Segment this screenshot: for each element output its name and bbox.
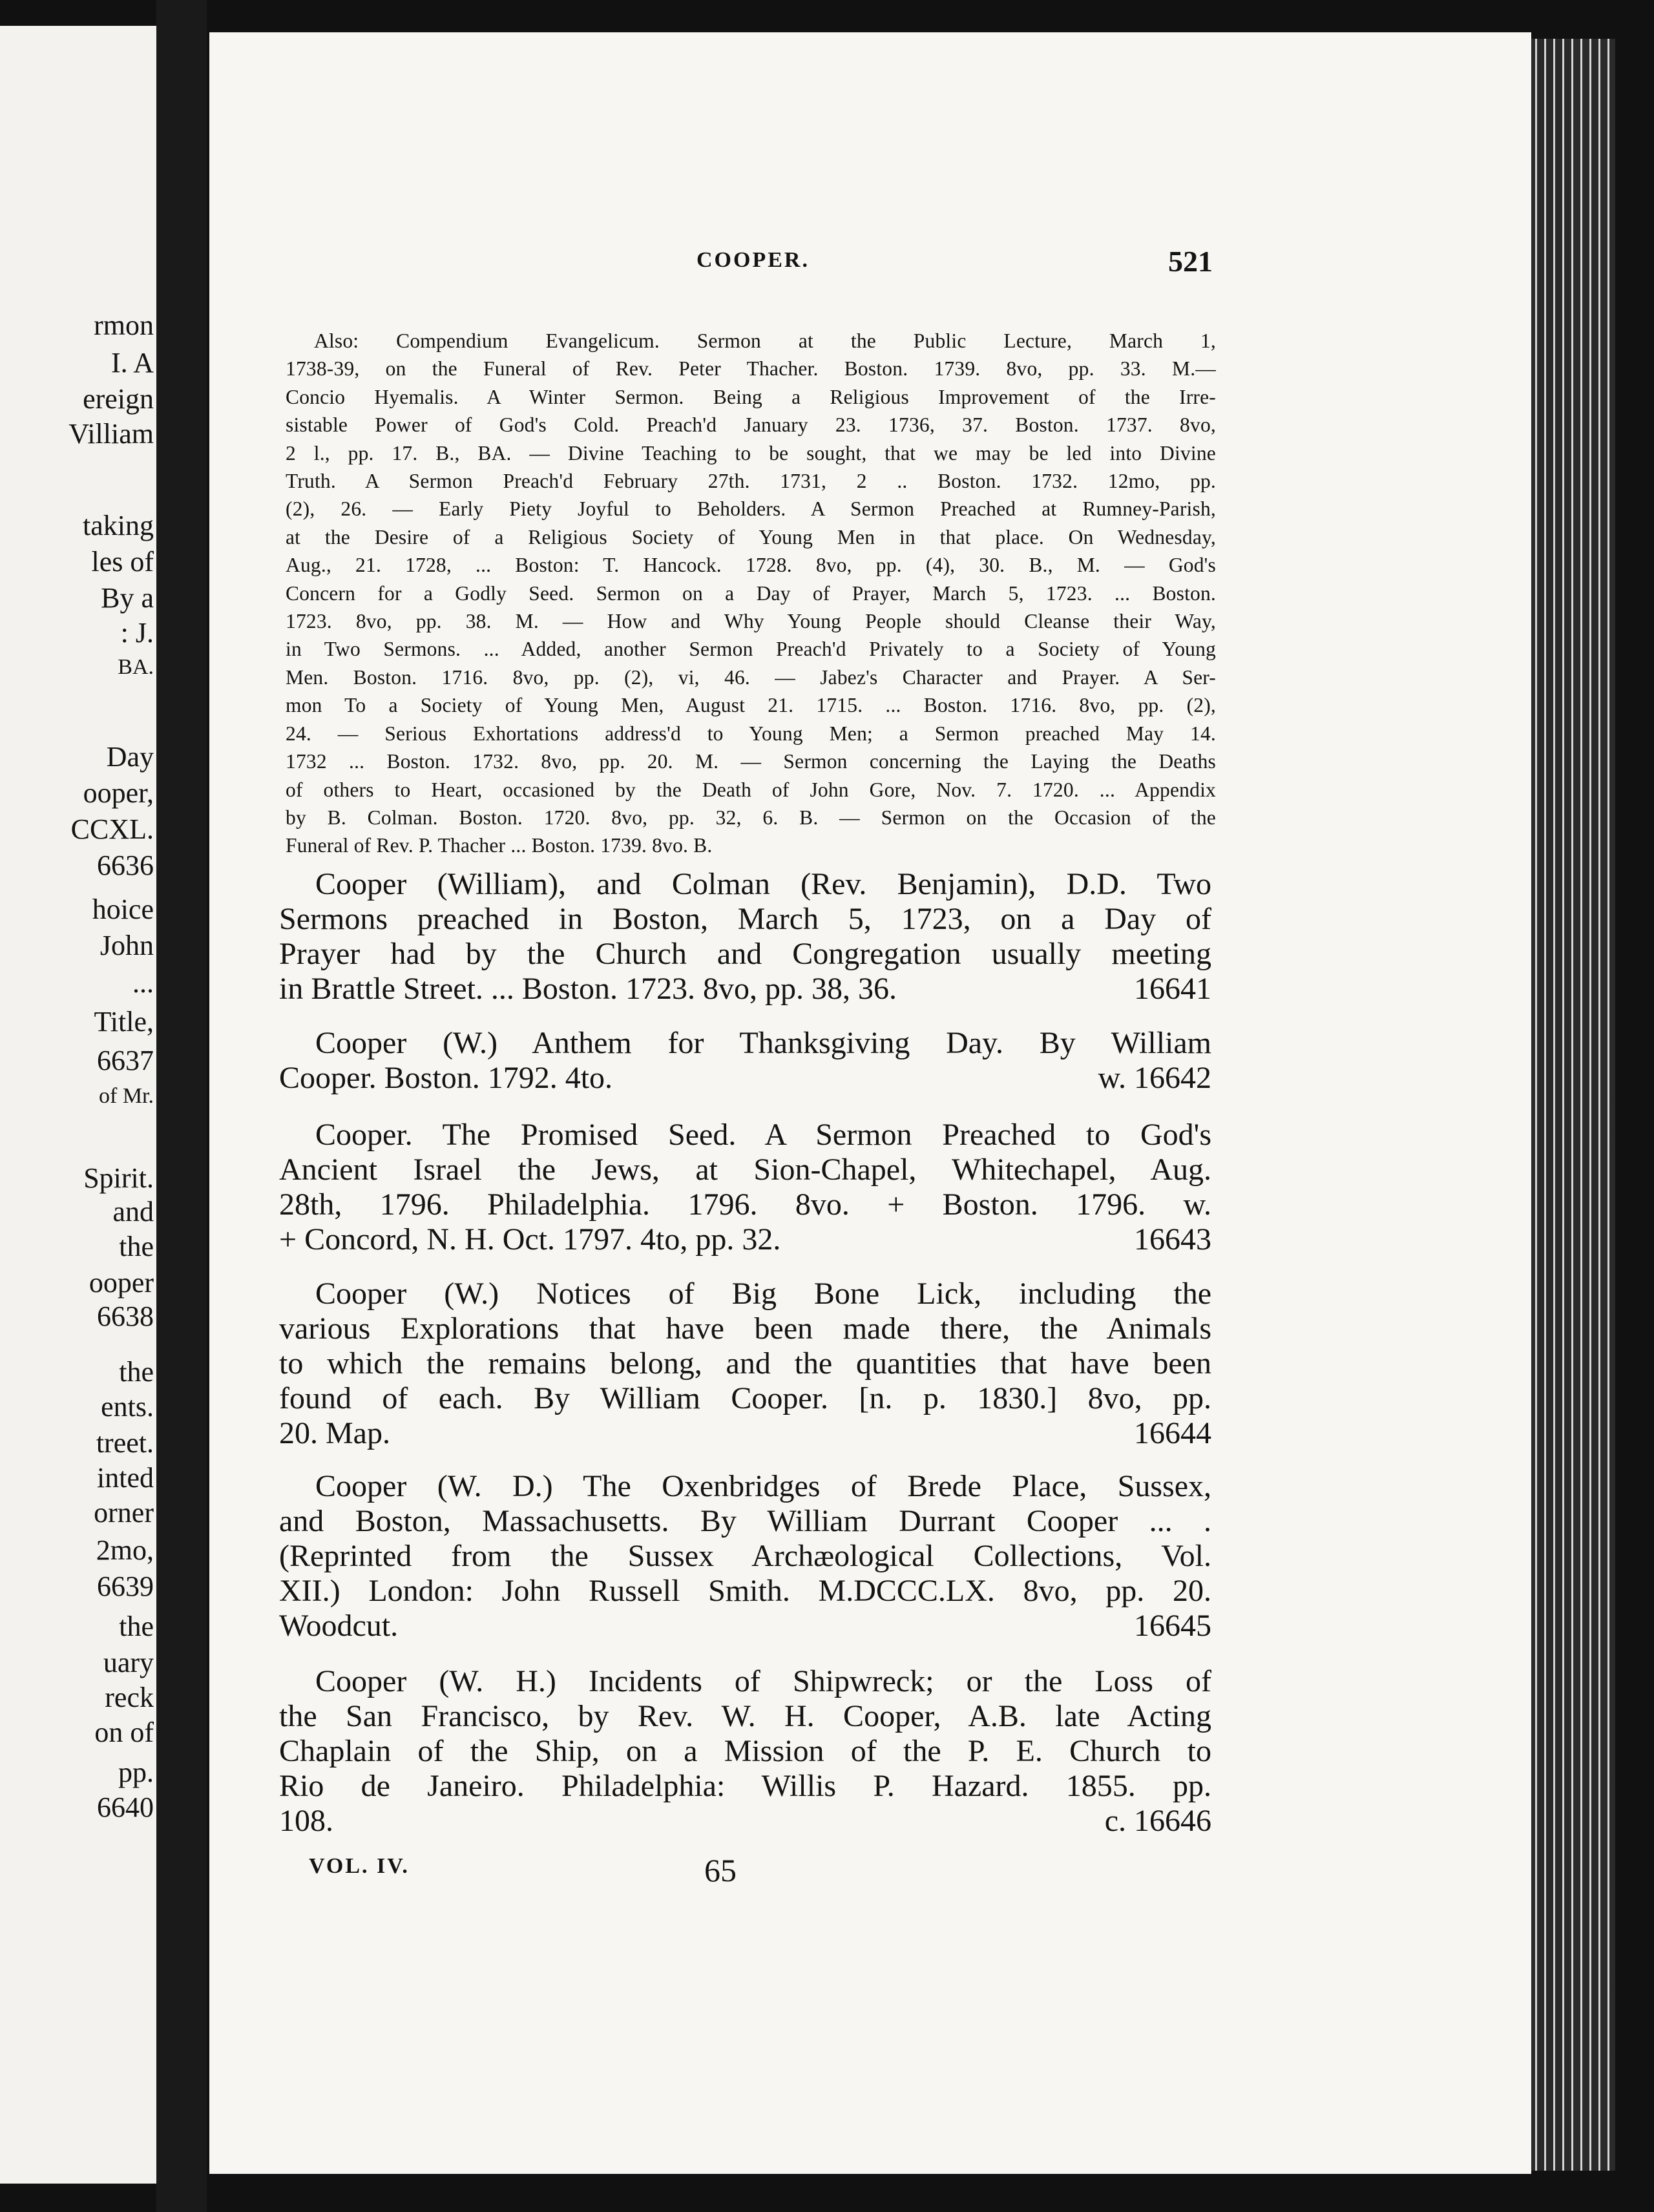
facing-page-fragment [0, 26, 156, 2184]
facing-page-text: 6640 [97, 1791, 154, 1823]
text-line: 1723. 8vo, pp. 38. M. — How and Why Young People should Cleanse their Way, [286, 610, 1216, 633]
page-edges [1531, 39, 1615, 2171]
facing-page-text: By a [101, 582, 154, 614]
page-number: 521 [1168, 245, 1213, 278]
facing-page-text: of Mr. [99, 1084, 154, 1108]
entry-line: Cooper (W.) Anthem for Thanksgiving Day. By William [315, 1026, 1211, 1060]
entry-line: 20. Map. 16644 [279, 1416, 1211, 1450]
entry-line: Cooper. The Promised Seed. A Sermon Preached to God's [315, 1118, 1211, 1152]
facing-page-text: hoice [92, 893, 154, 925]
bibliography-entry [279, 1277, 1211, 1451]
facing-page-text: I. A [111, 347, 154, 379]
entry-line: Sermons preached in Boston, March 5, 1723, on a Day of [279, 902, 1211, 936]
bibliography-entry [279, 1026, 1211, 1096]
entry-line: + Concord, N. H. Oct. 1797. 4to, pp. 32. 16643 [279, 1222, 1211, 1257]
text-line: 2 l., pp. 17. B., BA. — Divine Teaching to be sought, that we may be led into Divine [286, 441, 1216, 464]
facing-page-text: the [119, 1356, 154, 1388]
facing-page-text: Day [106, 741, 154, 773]
entry-line: various Explorations that have been made there, the Animals [279, 1311, 1211, 1346]
entry-number: 16645 [1134, 1609, 1211, 1643]
text-line: Funeral of Rev. P. Thacher ... Boston. 1739. 8vo. B. [286, 834, 713, 857]
facing-page-text: on of [94, 1716, 154, 1748]
text-line: sistable Power of God's Cold. Preach'd January 23. 1736, 37. Boston. 1737. 8vo, [286, 413, 1216, 437]
text-line: 24. — Serious Exhortations address'd to Young Men; a Sermon preached May 14. [286, 722, 1216, 745]
facing-page-text: les of [91, 546, 154, 578]
facing-page-text: and [112, 1196, 154, 1227]
entry-line: Ancient Israel the Jews, at Sion-Chapel, Whitechapel, Aug. [279, 1153, 1211, 1187]
facing-page-text: 6636 [97, 850, 154, 881]
text-line: Men. Boston. 1716. 8vo, pp. (2), vi, 46. — Jabez's Character and Prayer. A Ser- [286, 665, 1216, 689]
bibliography-entry [279, 1469, 1211, 1643]
facing-page-text: inted [97, 1462, 154, 1494]
entry-line: and Boston, Massachusetts. By William Durrant Cooper ... . [279, 1504, 1211, 1538]
facing-page-text: : J. [120, 617, 154, 649]
entry-number: 16644 [1134, 1416, 1211, 1450]
facing-page-text: John [99, 930, 154, 961]
book-gutter [156, 0, 207, 2212]
text-line: Concern for a Godly Seed. Sermon on a Day of Prayer, March 5, 1723. ... Boston. [286, 581, 1216, 605]
facing-page-text: 6639 [97, 1570, 154, 1602]
facing-page-text: ents. [101, 1391, 154, 1423]
entry-line: in Brattle Street. ... Boston. 1723. 8vo, pp. 38, 36. 16641 [279, 972, 1211, 1006]
facing-page-text: Villiam [68, 418, 154, 450]
entry-number: 16643 [1134, 1222, 1211, 1257]
facing-page-text: Spirit. [83, 1162, 154, 1194]
facing-page-text: uary [103, 1647, 154, 1678]
entry-line: Cooper (W.) Notices of Big Bone Lick, including the [315, 1277, 1211, 1311]
facing-page-text: treet. [96, 1427, 154, 1459]
text-line: mon To a Society of Young Men, August 21. 1715. ... Boston. 1716. 8vo, pp. (2), [286, 694, 1216, 717]
entry-line: Cooper. Boston. 1792. 4to. w. 16642 [279, 1061, 1211, 1095]
entry-line: Prayer had by the Church and Congregation usually meeting [279, 937, 1211, 971]
facing-page-text: ereign [83, 383, 154, 415]
facing-page-text: the [119, 1611, 154, 1642]
entry-line: Woodcut. 16645 [279, 1609, 1211, 1643]
text-line: (2), 26. — Early Piety Joyful to Beholders. A Sermon Preached at Rumney-Parish, [286, 497, 1216, 521]
text-line: 1738-39, on the Funeral of Rev. Peter Thacher. Boston. 1739. 8vo, pp. 33. M.— [286, 357, 1216, 381]
text-line: at the Desire of a Religious Society of Young Men in that place. On Wednesday, [286, 525, 1216, 548]
text-line: 1732 ... Boston. 1732. 8vo, pp. 20. M. — Sermon concerning the Laying the Deaths [286, 750, 1216, 773]
text-line: by B. Colman. Boston. 1720. 8vo, pp. 32, 6. B. — Sermon on the Occasion of the [286, 806, 1216, 829]
facing-page-text: orner [94, 1497, 154, 1529]
entry-line: Cooper (William), and Colman (Rev. Benjamin), D.D. Two [315, 867, 1211, 901]
facing-page-text: 6637 [97, 1045, 154, 1076]
facing-page-text: ooper, [83, 777, 154, 809]
entry-line: Cooper (W. H.) Incidents of Shipwreck; or the Loss of [315, 1664, 1211, 1698]
entry-line: 108. c. 16646 [279, 1804, 1211, 1838]
entry-line: XII.) London: John Russell Smith. M.DCCC.LX. 8vo, pp. 20. [279, 1574, 1211, 1608]
also-paragraph [286, 327, 1216, 860]
facing-page-text: 6638 [97, 1300, 154, 1332]
bibliography-entry [279, 1118, 1211, 1257]
facing-page-text: pp. [118, 1757, 154, 1788]
entry-line: 28th, 1796. Philadelphia. 1796. 8vo. + Boston. 1796. w. [279, 1187, 1211, 1222]
signature-number: 65 [704, 1852, 737, 1888]
entry-line: Cooper (W. D.) The Oxenbridges of Brede Place, Sussex, [315, 1469, 1211, 1503]
text-line: Concio Hyemalis. A Winter Sermon. Being a Religious Improvement of the Irre- [286, 385, 1216, 408]
entry-line: to which the remains belong, and the quantities that have been [279, 1346, 1211, 1381]
facing-page-text: taking [83, 510, 154, 541]
entry-number: w. 16642 [1098, 1061, 1211, 1095]
facing-page-text: Title, [94, 1006, 154, 1038]
text-line: Aug., 21. 1728, ... Boston: T. Hancock. 1728. 8vo, pp. (4), 30. B., M. — God's [286, 554, 1216, 577]
facing-page-text: ... [132, 967, 154, 999]
entry-line: found of each. By William Cooper. [n. p. 1830.] 8vo, pp. [279, 1381, 1211, 1415]
entry-number: c. 16646 [1104, 1804, 1211, 1838]
signature-volume: VOL. IV. [309, 1854, 410, 1878]
entry-number: 16641 [1134, 972, 1211, 1006]
facing-page-text: rmon [94, 309, 154, 341]
text-line: in Two Sermons. ... Added, another Sermon Preach'd Privately to a Society of Young [286, 638, 1216, 661]
text-line: Also: Compendium Evangelicum. Sermon at the Public Lecture, March 1, [314, 329, 1216, 352]
facing-page-text: 2mo, [96, 1534, 154, 1566]
facing-page-text: ooper [89, 1267, 154, 1299]
bibliography-entry [279, 1664, 1211, 1839]
bibliography-entry [279, 867, 1211, 1007]
facing-page-text: BA. [118, 655, 154, 679]
entry-line: (Reprinted from the Sussex Archæological Collections, Vol. [279, 1539, 1211, 1573]
text-line: of others to Heart, occasioned by the Death of John Gore, Nov. 7. 1720. ... Appendix [286, 778, 1216, 801]
facing-page-text: reck [105, 1682, 154, 1713]
entry-line: Rio de Janeiro. Philadelphia: Willis P. Hazard. 1855. pp. [279, 1769, 1211, 1803]
entry-line: the San Francisco, by Rev. W. H. Cooper, A.B. late Acting [279, 1699, 1211, 1733]
text-line: Truth. A Sermon Preach'd February 27th. 1731, 2 .. Boston. 1732. 12mo, pp. [286, 470, 1216, 493]
entry-line: Chaplain of the Ship, on a Mission of the P. E. Church to [279, 1734, 1211, 1768]
running-head: COOPER. [696, 248, 810, 272]
facing-page-text: the [119, 1231, 154, 1262]
facing-page-text: CCXL. [70, 813, 154, 845]
